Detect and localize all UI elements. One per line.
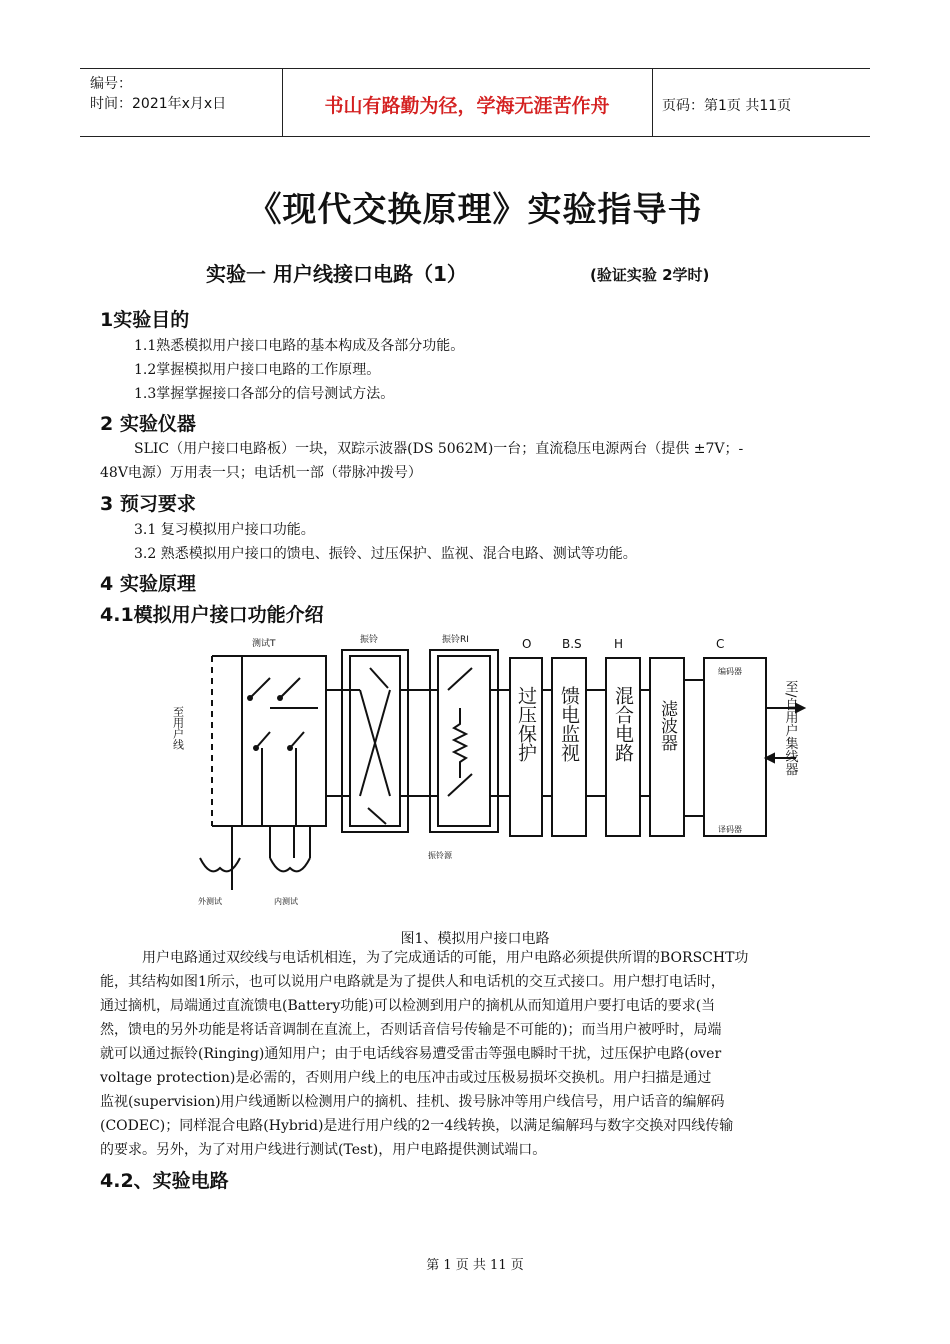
list-item: 3.1 复习模拟用户接口功能。 bbox=[134, 522, 315, 538]
block-feed-monitor: 馈电监视 bbox=[558, 686, 580, 762]
test-switch-box bbox=[242, 656, 326, 826]
experiment-title: 实验一 用户线接口电路（1） bbox=[206, 262, 467, 286]
time-label: 时间：2021年x月x日 bbox=[90, 96, 227, 112]
paragraph-line: 通过摘机，局端通过直流馈电(Battery功能)可以检测到用户的摘机从而知道用户要打电话的要求(当 bbox=[100, 998, 716, 1014]
label-h: H bbox=[614, 637, 624, 651]
circuit-diagram bbox=[170, 628, 810, 920]
paragraph-line: 然，馈电的另外功能是将话音调制在直流上，否则话音信号传输是不可能的)；而当用户被呼时，局端 bbox=[100, 1022, 722, 1038]
instrument-line: SLIC（用户接口电路板）一块，双踪示波器(DS 5062M)一台；直流稳压电源两台（提供 ±7V；- bbox=[134, 441, 744, 457]
list-item: 1.3掌握掌握接口各部分的信号测试方法。 bbox=[134, 386, 395, 402]
paragraph-line: 的要求。另外，为了对用户线进行测试(Test)，用户电路提供测试端口。 bbox=[100, 1142, 547, 1158]
header-motto-cell bbox=[282, 69, 653, 136]
number-label: 编号： bbox=[90, 76, 132, 92]
page-info: 页码：第1页 共11页 bbox=[662, 98, 792, 114]
experiment-note: (验证实验 2学时) bbox=[590, 266, 710, 284]
label-test: 测试T bbox=[252, 639, 276, 649]
paragraph-line: 用户电路通过双绞线与电话机相连，为了完成通话的可能，用户电路必须提供所谓的BORSCHT功 bbox=[142, 950, 749, 966]
paragraph-line: 监视(supervision)用户线通断以检测用户的摘机、挂机、拨号脉冲等用户线信号，用户话音的编解码 bbox=[100, 1094, 725, 1110]
label-o: O bbox=[522, 637, 532, 651]
label-external-test: 外测试 bbox=[198, 897, 222, 906]
paragraph-line: (CODEC)；同样混合电路(Hybrid)是进行用户线的2一4线转换，以满足编解玛与数字交换对四线传输 bbox=[100, 1118, 734, 1134]
section-heading-3: 3 预习要求 bbox=[100, 493, 196, 515]
label-internal-test: 内测试 bbox=[274, 897, 298, 906]
section-heading-1: 1实验目的 bbox=[100, 309, 190, 331]
page-footer: 第 1 页 共 11 页 bbox=[426, 1258, 524, 1273]
figure-caption: 图1、模拟用户接口电路 bbox=[400, 931, 550, 947]
motto: 书山有路勤为径，学海无涯苦作舟 bbox=[324, 95, 610, 117]
paragraph-line: 就可以通过振铃(Ringing)通知用户；由于电话线容易遭受雷击等强电瞬时干扰，过压保护电路(over bbox=[100, 1046, 722, 1062]
instrument-line: 48V电源）万用表一只；电话机一部（带脉冲拨号） bbox=[100, 465, 422, 481]
label-ring-source: 振铃源 bbox=[428, 851, 452, 860]
label-to-user-line: 至用户线 bbox=[171, 706, 185, 750]
paragraph-line: voltage protection)是必需的，否则用户线上的电压冲击或过压极易损坏交换机。用户扫描是通过 bbox=[100, 1070, 712, 1086]
header-meta-cell bbox=[80, 69, 283, 136]
label-c: C bbox=[716, 637, 725, 651]
header-table bbox=[80, 68, 870, 137]
document-title: 《现代交换原理》实验指导书 bbox=[247, 190, 703, 230]
list-item: 1.2掌握模拟用户接口电路的工作原理。 bbox=[134, 362, 381, 378]
label-ring-gen: 振铃RI bbox=[442, 635, 469, 645]
block-overvoltage: 过压保护 bbox=[515, 686, 537, 762]
section-heading-2: 2 实验仪器 bbox=[100, 413, 196, 435]
label-encoder: 编码器 bbox=[718, 667, 742, 676]
list-item: 1.1熟悉模拟用户接口电路的基本构成及各部分功能。 bbox=[134, 338, 465, 354]
label-ring-relay: 振铃 bbox=[360, 635, 379, 645]
header-page-cell bbox=[652, 69, 870, 136]
label-decoder: 译码器 bbox=[718, 825, 742, 834]
paragraph-line: 能，其结构如图1所示，也可以说用户电路就是为了提供人和电话机的交互式接口。用户想打电话时， bbox=[100, 974, 725, 990]
section-heading-4: 4 实验原理 bbox=[100, 573, 196, 595]
label-bs: B.S bbox=[562, 637, 582, 651]
list-item: 3.2 熟悉模拟用户接口的馈电、振铃、过压保护、监视、混合电路、测试等功能。 bbox=[134, 546, 637, 562]
section-heading-4-2: 4.2、实验电路 bbox=[100, 1170, 229, 1192]
block-hybrid: 混合电路 bbox=[612, 686, 634, 762]
label-to-concentrator: 至/自用户集线器 bbox=[782, 680, 798, 776]
block-filter: 滤波器 bbox=[657, 700, 677, 751]
section-heading-4-1: 4.1模拟用户接口功能介绍 bbox=[100, 604, 324, 626]
